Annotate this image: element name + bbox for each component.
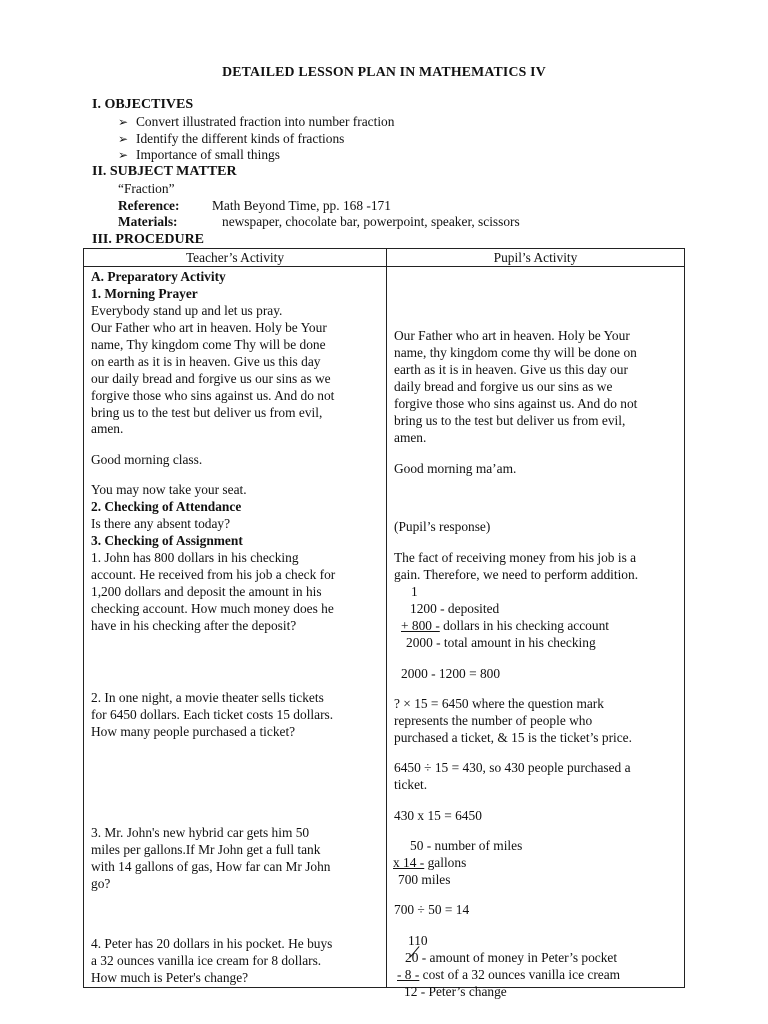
question-2-line: for 6450 dollars. Each ticket costs 15 dollars. (91, 707, 334, 722)
question-3-line: miles per gallons.If Mr John get a full tank (91, 842, 321, 857)
question-3-line: go? (91, 876, 111, 891)
pupil-prayer-line: amen. (394, 430, 427, 445)
arrow-bullet-icon: ➢ (118, 115, 129, 129)
materials-label: Materials: (118, 214, 178, 229)
teacher-prayer-line: our daily bread and forgive us our sins as we (91, 371, 331, 386)
pupil-prayer-line: name, thy kingdom come thy will be done on (394, 345, 637, 360)
answer-1-carry: 1 (411, 584, 418, 599)
question-1-line: 1,200 dollars and deposit the amount in his (91, 584, 322, 599)
question-1-line: 1. John has 800 dollars in his checking (91, 550, 299, 565)
answer-3-row: 50 - number of miles (410, 838, 523, 853)
teacher-prayer-line: Everybody stand up and let us pray. (91, 303, 283, 318)
answer-2-line: represents the number of people who (394, 713, 593, 728)
answer-4-row: - 8 - cost of a 32 ounces vanilla ice cream (397, 967, 621, 982)
answer-3-row: 700 miles (398, 872, 451, 887)
teacher-prayer-line: on earth as it is in heaven. Give us this day (91, 354, 321, 369)
reference-value: Math Beyond Time, pp. 168 -171 (212, 198, 391, 213)
assignment-heading: 3. Checking of Assignment (91, 533, 243, 548)
question-1-line: have in his checking after the deposit? (91, 618, 297, 633)
pupil-column-header: Pupil’s Activity (387, 249, 685, 267)
teacher-greeting: Good morning class. (91, 452, 203, 467)
morning-prayer-heading: 1. Morning Prayer (91, 286, 198, 301)
answer-1-row: + 800 - dollars in his checking account (401, 618, 609, 633)
subject-topic: “Fraction” (118, 181, 175, 196)
teacher-prayer-line: bring us to the test but deliver us from evil, (91, 405, 323, 420)
objective-item: ➢ Importance of small things (118, 147, 280, 162)
answer-1-line: gain. Therefore, we need to perform addition. (394, 567, 639, 582)
question-3-line: 3. Mr. John's new hybrid car gets him 50 (91, 825, 310, 840)
question-3-line: with 14 gallons of gas, How far can Mr John (91, 859, 331, 874)
preparatory-activity-heading: A. Preparatory Activity (91, 269, 226, 284)
question-1-line: checking account. How much money does he (91, 601, 334, 616)
document-title: DETAILED LESSON PLAN IN MATHEMATICS IV (222, 64, 546, 79)
question-4-line: 4. Peter has 20 dollars in his pocket. He buys (91, 936, 333, 951)
answer-1-row: 1200 - deposited (410, 601, 500, 616)
answer-2-line: purchased a ticket, & 15 is the ticket’s price. (394, 730, 632, 745)
pupil-greeting: Good morning ma’am. (394, 461, 517, 476)
answer-4-borrow: 110 (408, 933, 428, 948)
answer-2-check: 430 x 15 = 6450 (394, 808, 482, 823)
answer-2-solve-line: 6450 ÷ 15 = 430, so 430 people purchased a (394, 760, 631, 775)
answer-4-row: 12 - Peter’s change (404, 984, 507, 999)
pupil-prayer-line: earth as it is in heaven. Give us this day our (394, 362, 628, 377)
objectives-heading: I. OBJECTIVES (92, 97, 194, 112)
teacher-prayer-line: forgive those who sins against us. And do not (91, 388, 335, 403)
question-2-line: 2. In one night, a movie theater sells tickets (91, 690, 324, 705)
answer-1-check: 2000 - 1200 = 800 (401, 666, 501, 681)
pupil-activity-cell (387, 267, 685, 999)
teacher-prayer-line: Our Father who art in heaven. Holy be Your (91, 320, 327, 335)
teacher-activity-cell (84, 267, 387, 988)
pupil-response: (Pupil’s response) (394, 519, 491, 534)
pupil-prayer-line: forgive those who sins against us. And do not (394, 396, 638, 411)
teacher-prayer-line: amen. (91, 421, 124, 436)
answer-4-row: 20 - amount of money in Peter’s pocket (405, 950, 618, 965)
pupil-prayer-line: daily bread and forgive us our sins as we (394, 379, 613, 394)
materials-value: newspaper, chocolate bar, powerpoint, speaker, scissors (222, 214, 520, 229)
answer-2-solve-line: ticket. (394, 777, 428, 792)
question-4-line: a 32 ounces vanilla ice cream for 8 dollars. (91, 953, 322, 968)
question-1-line: account. He received from his job a check for (91, 567, 336, 582)
procedure-table (83, 248, 685, 999)
answer-1-row: 2000 - total amount in his checking (406, 635, 596, 650)
procedure-heading: III. PROCEDURE (92, 232, 205, 247)
pupil-prayer-line: bring us to the test but deliver us from evil, (394, 413, 626, 428)
arrow-bullet-icon: ➢ (118, 132, 129, 146)
question-2-line: How many people purchased a ticket? (91, 724, 296, 739)
objective-item: ➢ Identify the different kinds of fractions (118, 131, 345, 146)
teacher-column-header: Teacher’s Activity (84, 249, 387, 267)
question-4-line: How much is Peter's change? (91, 970, 249, 985)
answer-3-row: x 14 - gallons (393, 855, 467, 870)
reference-label: Reference: (118, 198, 180, 213)
teacher-seat-instruction: You may now take your seat. (91, 482, 247, 497)
objective-item: ➢ Convert illustrated fraction into number fraction (118, 114, 395, 129)
attendance-heading: 2. Checking of Attendance (91, 499, 242, 514)
pupil-prayer-line: Our Father who art in heaven. Holy be Your (394, 328, 630, 343)
attendance-question: Is there any absent today? (91, 516, 231, 531)
answer-3-check: 700 ÷ 50 = 14 (394, 902, 470, 917)
arrow-bullet-icon: ➢ (118, 148, 129, 162)
teacher-prayer-line: name, Thy kingdom come Thy will be done (91, 337, 326, 352)
answer-2-line: ? × 15 = 6450 where the question mark (394, 696, 604, 711)
answer-1-line: The fact of receiving money from his job is a (394, 550, 637, 565)
subject-matter-heading: II. SUBJECT MATTER (92, 164, 237, 179)
